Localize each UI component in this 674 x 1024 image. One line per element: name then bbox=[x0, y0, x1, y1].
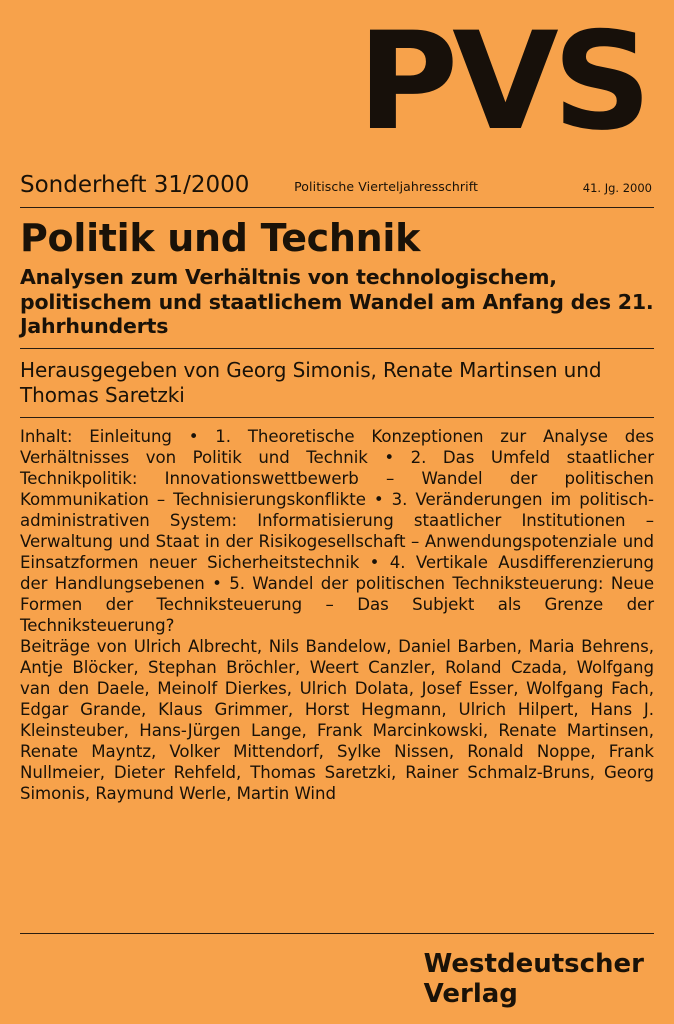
publisher-line-1: Westdeutscher bbox=[423, 949, 644, 980]
divider-contents bbox=[20, 417, 654, 418]
editors: Herausgegeben von Georg Simonis, Renate Martinsen und Thomas Saretzki bbox=[20, 358, 602, 408]
contents-summary: Inhalt: Einleitung • 1. Theoretische Konzeptionen zur Analyse des Verhältnisses von Politik und Technik • 2. Das Umfeld staatlicher Technikpolitik: Innovationswettbewerb – Wandel der politischen Kommunikation – Technisierungskonflikte • 3. Veränderungen im politisch-administrativen System: Informatisierung staatlicher Institutionen – Verwaltung und Staat in der Risikogesellschaft – Anwendungspotenziale und Einsatzformen neuer Sicherheitstechnik • 4. Vertikale Ausdifferenzierung der Handlungsebenen • 5. Wandel der politischen Techniksteuerung: Neue Formen der Techniksteuerung – Das Subjekt als Grenze der Techniksteuerung? bbox=[20, 427, 654, 636]
volume-year: 41. Jg. 2000 bbox=[582, 181, 652, 195]
logo-row bbox=[18, 0, 656, 168]
divider-top bbox=[20, 207, 654, 208]
page-subtitle: Analysen zum Verhältnis von technologischem, politischem und staatlichem Wandel am Anfang des 21. Jahrhunderts bbox=[20, 264, 654, 339]
issue-label: Sonderheft 31/2000 bbox=[20, 172, 250, 198]
divider-editors bbox=[20, 348, 654, 349]
publisher-line-2: Verlag bbox=[423, 979, 518, 1010]
pvs-logo: PVS bbox=[357, 3, 646, 160]
journal-name: Politische Vierteljahresschrift bbox=[294, 179, 479, 194]
contributors-list: Beiträge von Ulrich Albrecht, Nils Bandelow, Daniel Barben, Maria Behrens, Antje Blöcker, Stephan Bröchler, Weert Canzler, Roland Czada, Wolfgang van den Daele, Meinolf Dierkes, Ulrich Dolata, Josef Esser, Wolfgang Fach, Edgar Grande, Klaus Grimmer, Horst Hegmann, Ulrich Hilpert, Hans J. Kleinsteuber, Hans-Jürgen Lange, Frank Marcinkowski, Renate Martinsen, Renate Mayntz, Volker Mittendorf, Sylke Nissen, Ronald Noppe, Frank Nullmeier, Dieter Rehfeld, Thomas Saretzki, Rainer Schmalz-Bruns, Georg Simonis, Raymund Werle, Martin Wind bbox=[20, 637, 654, 804]
publisher bbox=[424, 950, 644, 1010]
page-title: Politik und Technik bbox=[20, 216, 421, 260]
issue-row bbox=[18, 172, 656, 198]
divider-bottom bbox=[20, 933, 654, 934]
